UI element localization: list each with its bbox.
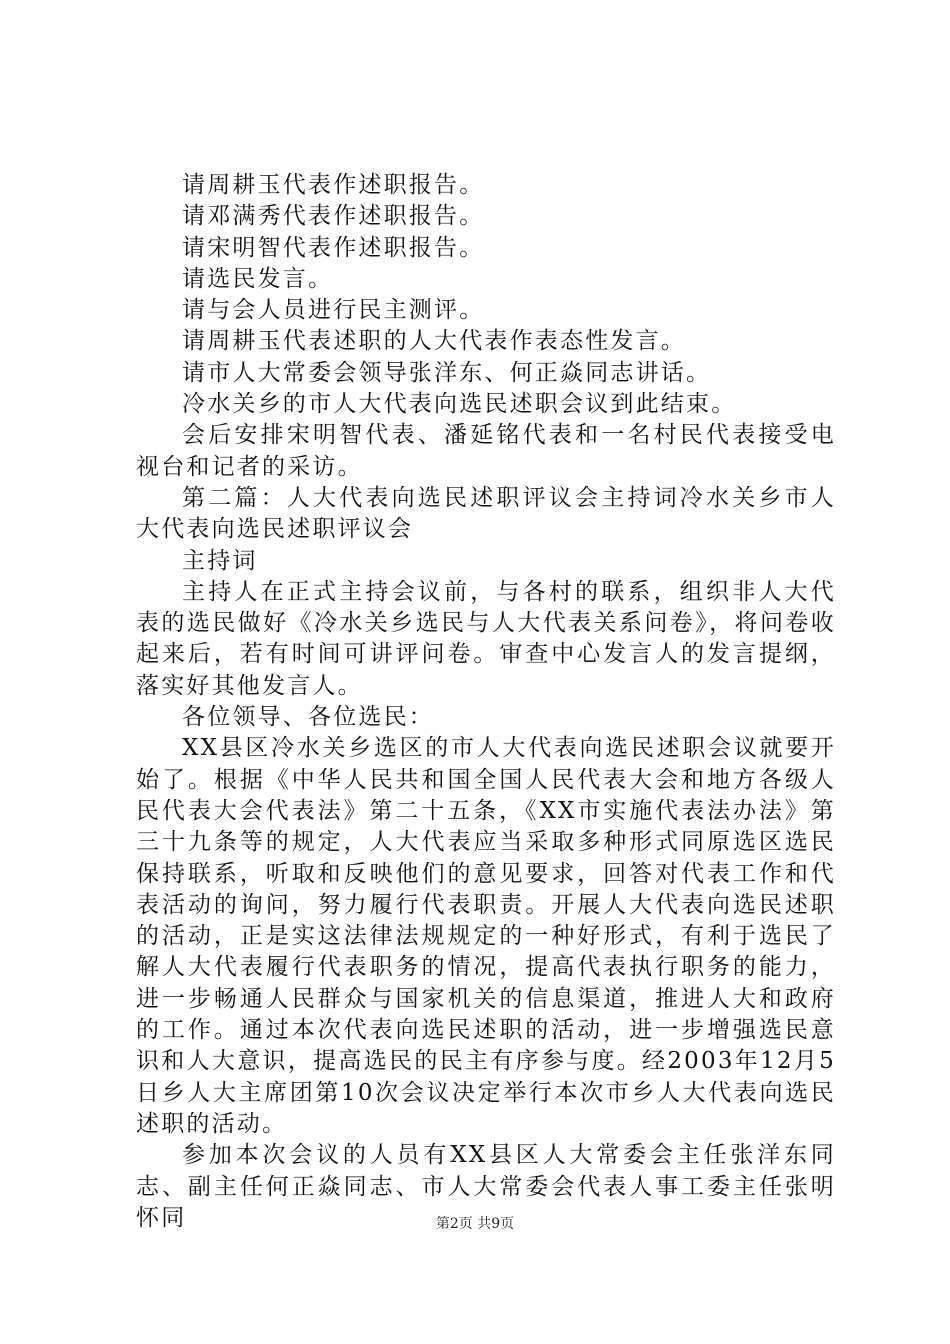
paragraph: 请选民发言。 — [182, 265, 334, 292]
paragraph: 参加本次会议的人员有XX县区人大常委会主任张洋东同志、副主任何正焱同志、市人大常委会代表人事工委主任张明怀同 — [136, 1142, 836, 1231]
paragraph: 主持词 — [182, 547, 258, 574]
paragraph: 冷水关乡的市人大代表向选民述职会议到此结束。 — [182, 391, 737, 418]
paragraph: 会后安排宋明智代表、潘延铭代表和一名村民代表接受电视台和记者的采访。 — [136, 422, 836, 480]
paragraph: 请周耕玉代表述职的人大代表作表态性发言。 — [182, 328, 686, 355]
paragraph: 请宋明智代表作述职报告。 — [182, 234, 485, 261]
page-number-footer: 第2页 共9页 — [435, 1216, 515, 1232]
paragraph: 请邓满秀代表作述职报告。 — [182, 203, 485, 230]
section-heading: 第二篇：人大代表向选民述职评议会主持词冷水关乡市人大代表向选民述职评议会 — [136, 484, 836, 543]
document-body — [136, 170, 836, 1234]
paragraph: 请与会人员进行民主测评。 — [182, 297, 485, 324]
paragraph: 主持人在正式主持会议前，与各村的联系，组织非人大代表的选民做好《冷水关乡选民与人大代表关系问卷》，将问卷收起来后，若有时间可讲评问卷。审查中心发言人的发言提纲，落实好其他发言人。 — [136, 578, 836, 699]
paragraph: 请市人大常委会领导张洋东、何正焱同志讲话。 — [182, 359, 712, 386]
paragraph: XX县区冷水关乡选区的市人大代表向选民述职会议就要开始了。根据《中华人民共和国全国人民代表大会和地方各级人民代表大会代表法》第二十五条，《XX市实施代表法办法》第三十九条等的规定，人大代表应当采取多种形式同原选区选民保持联系，听取和反映他们的意见要求，回答对代表工作和代表活动的询问，努力履行代表职责。开展人大代表向选民述职的活动，正是实这法律法规规定的一种好形式，有利于选民了解人大代表履行代表职务的情况，提高代表执行职务的能力，进一步畅通人民群众与国家机关的信息渠道，推进人大和政府的工作。通过本次代表向选民述职的活动，进一步增强选民意识和人大意识，提高选民的民主有序参与度。经2003年12月5日乡人大主席团第10次会议决定举行本次市乡人大代表向选民述职的活动。 — [136, 735, 836, 1137]
paragraph: 请周耕玉代表作述职报告。 — [182, 172, 485, 198]
salutation: 各位领导、各位选民： — [182, 704, 434, 731]
